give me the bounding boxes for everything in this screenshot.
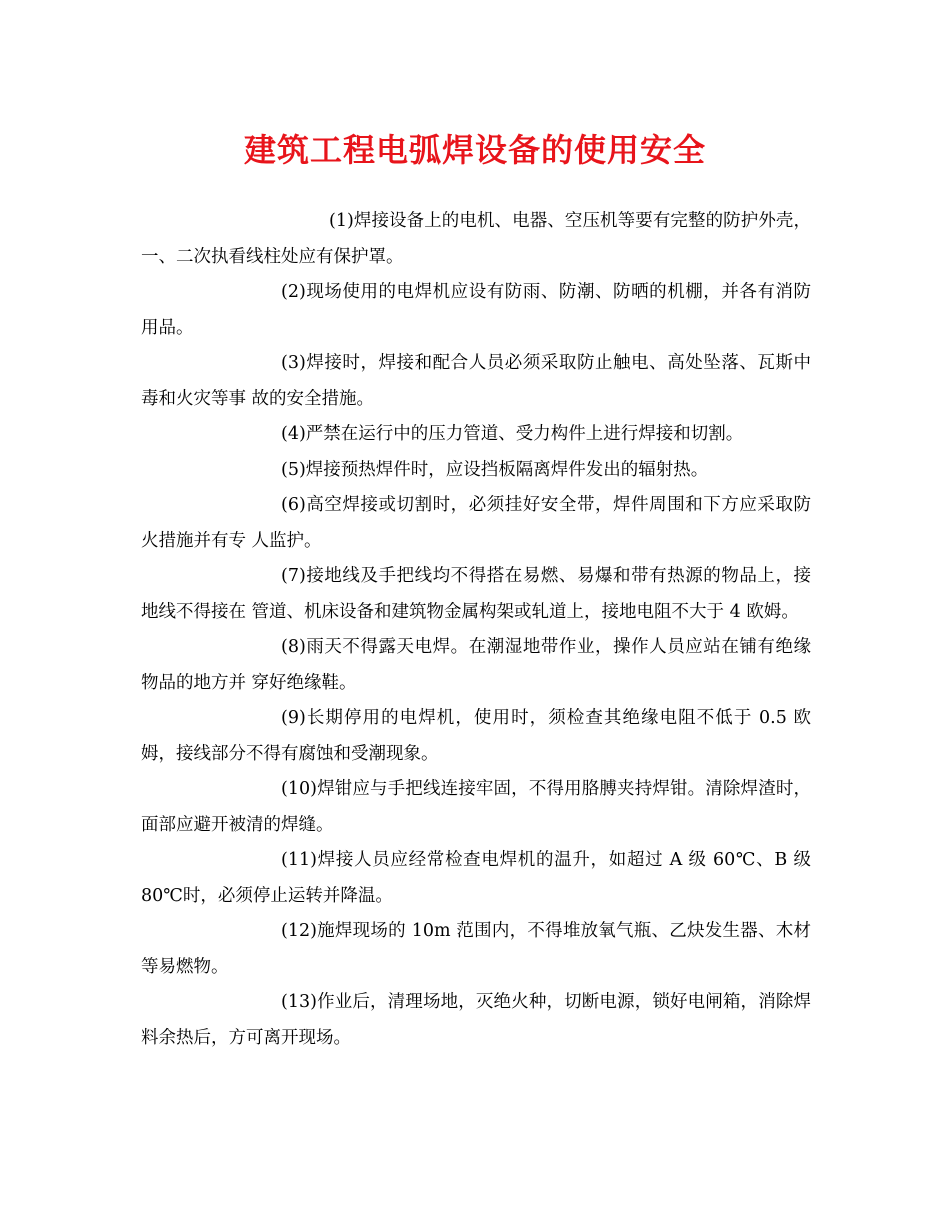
paragraph: (7)接地线及手把线均不得搭在易燃、易爆和带有热源的物品上，接地线不得接在 管道、机床设备和建筑物金属构架或轧道上，接地电阻不大于 4 欧姆。: [141, 566, 811, 622]
paragraph: (6)高空焊接或切割时，必须挂好安全带，焊件周围和下方应采取防火措施并有专 人监护。: [141, 495, 811, 551]
paragraph: (4)严禁在运行中的压力管道、受力构件上进行焊接和切割。: [281, 424, 744, 444]
document-body: [141, 204, 811, 1056]
paragraph: (12)施焊现场的 10m 范围内，不得堆放氧气瓶、乙炔发生器、木材等易燃物。: [141, 921, 811, 977]
paragraph: (5)焊接预热焊件时，应设挡板隔离焊件发出的辐射热。: [281, 459, 709, 480]
document-title: 建筑工程电弧焊设备的使用安全: [243, 131, 706, 169]
paragraph: (11)焊接人员应经常检查电焊机的温升，如超过 A 级 60℃、B 级 80℃时，必须停止运转并降温。: [141, 850, 811, 906]
paragraph: (13)作业后，清理场地，灭绝火种，切断电源，锁好电闸箱，消除焊料余热后，方可离开现场。: [141, 992, 811, 1048]
paragraph: (1)焊接设备上的电机、电器、空压机等要有完整的防护外壳，一、二次执看线柱处应有保护罩。: [141, 211, 811, 267]
paragraph: (3)焊接时，焊接和配合人员必须采取防止触电、高处坠落、瓦斯中毒和火灾等事 故的安全措施。: [141, 353, 811, 409]
paragraph: (10)焊钳应与手把线连接牢固，不得用胳膊夹持焊钳。清除焊渣时，面部应避开被清的焊缝。: [141, 779, 811, 835]
paragraph: (2)现场使用的电焊机应设有防雨、防潮、防晒的机棚，并各有消防用品。: [141, 282, 811, 338]
paragraph: (9)长期停用的电焊机，使用时，须检查其绝缘电阻不低于 0.5 欧姆，接线部分不得有腐蚀和受潮现象。: [141, 708, 811, 764]
paragraph: (8)雨天不得露天电焊。在潮湿地带作业，操作人员应站在铺有绝缘物品的地方并 穿好绝缘鞋。: [141, 637, 811, 693]
